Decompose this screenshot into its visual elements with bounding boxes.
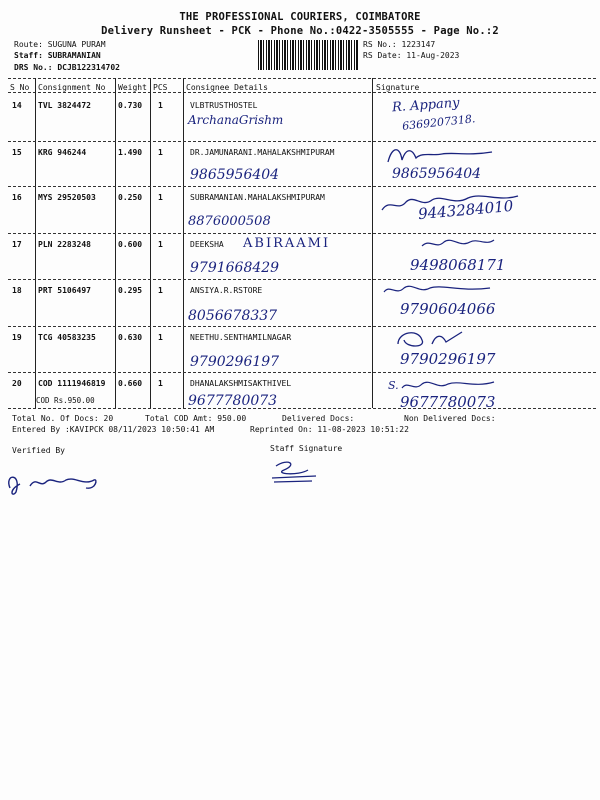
row-sno: 14 [12,101,22,110]
barcode [258,40,358,70]
divider [8,372,596,373]
divider [8,141,596,142]
divider [8,92,596,93]
staff-signature-icon [268,456,328,486]
grid-line [372,78,373,408]
row-weight: 0.250 [118,193,143,202]
signature-scribble-icon [398,378,498,394]
row-weight: 0.600 [118,240,143,249]
signature-scribble-icon [418,236,498,252]
signature-phone: 9677780073 [400,393,496,411]
col-consignee: Consignee Details [186,83,268,92]
row-consignment: TVL 3824472 [38,101,91,110]
signature-phone: 6369207318. [401,112,476,133]
grid-line [115,78,116,408]
row-consignee: ANSIYA.R.RSTORE [190,286,263,295]
row-pcs: 1 [158,286,163,295]
signature-phone: 9790296197 [400,350,496,368]
signature-phone: 9443284010 [417,196,515,224]
handwritten-consignee: 9677780073 [188,393,278,409]
company-title: THE PROFESSIONAL COURIERS, COIMBATORE [179,11,421,23]
row-pcs: 1 [158,148,163,157]
rs-date: RS Date: 11-Aug-2023 [363,51,460,60]
delivered-docs: Delivered Docs: [282,414,355,423]
signature-scribble-icon [382,142,502,168]
staff-signature-label: Staff Signature [270,444,343,453]
signature-name: S. [388,379,399,392]
entered-by: Entered By :KAVIPCK 08/11/2023 10:50:41 AM [12,425,215,434]
row-weight: 0.660 [118,379,143,388]
handwritten-consignee: 9790296197 [190,354,280,370]
row-pcs: 1 [158,240,163,249]
signature-phone: 9790604066 [400,300,496,318]
row-weight: 0.295 [118,286,143,295]
total-docs: Total No. Of Docs: 20 [12,414,114,423]
staff-label: Staff: SUBRAMANIAN [14,51,101,60]
row-pcs: 1 [158,379,163,388]
row-consignment: COD 1111946819 [38,379,106,388]
divider [8,78,596,79]
divider [8,233,596,234]
row-consignee: SUBRAMANIAN.MAHALAKSHMIPURAM [190,193,325,202]
row-weight: 0.630 [118,333,143,342]
row-consignment: KRG 946244 [38,148,87,157]
drs-number: DRS No.: DCJB122314702 [14,63,120,72]
grid-line [183,78,184,408]
signature-phone: 9498068171 [410,256,506,274]
handwritten-consignee: 8056678337 [188,308,278,324]
handwritten-name: ABIRAAMI [243,236,331,251]
row-consignment: PLN 2283248 [38,240,91,249]
row-weight: 1.490 [118,148,143,157]
cod-amount: COD Rs.950.00 [36,396,95,405]
row-weight: 0.730 [118,101,143,110]
row-consignee: VLBTRUSTHOSTEL [190,101,258,110]
divider [8,186,596,187]
total-cod: Total COD Amt: 950.00 [145,414,247,423]
row-consignment: PRT 5106497 [38,286,91,295]
row-consignee: DHANALAKSHMISAKTHIVEL [190,379,292,388]
rs-number: RS No.: 1223147 [363,40,436,49]
row-sno: 15 [12,148,22,157]
non-delivered-docs: Non Delivered Docs: [404,414,496,423]
signature-scribble-icon [380,282,500,298]
row-consignee: NEETHU.SENTHAMILNAGAR [190,333,292,342]
reprinted-on: Reprinted On: 11-08-2023 10:51:22 [250,425,409,434]
verified-signature-icon [0,466,110,500]
route-label: Route: SUGUNA PURAM [14,40,106,49]
divider [8,279,596,280]
divider [8,326,596,327]
row-sno: 17 [12,240,22,249]
col-sno: S No [10,83,30,92]
row-sno: 19 [12,333,22,342]
handwritten-consignee: 9791668429 [190,260,280,276]
col-consignment: Consignment No [38,83,106,92]
row-sno: 16 [12,193,22,202]
row-pcs: 1 [158,193,163,202]
grid-line [150,78,151,408]
signature-name: R. Appany [391,95,461,116]
row-pcs: 1 [158,333,163,342]
signature-phone: 9865956404 [392,166,482,182]
row-sno: 20 [12,379,22,388]
handwritten-consignee: ArchanaGrishm [188,113,284,127]
handwritten-consignee: 8876000508 [188,214,271,229]
handwritten-consignee: 9865956404 [190,167,280,183]
divider [8,408,596,409]
row-consignee: DR.JAMUNARANI.MAHALAKSHMIPURAM [190,148,335,157]
row-consignment: TCG 40583235 [38,333,96,342]
col-signature: Signature [376,83,420,92]
signature-scribble-icon [392,326,472,352]
row-consignment: MYS 29520503 [38,193,96,202]
runsheet-title: Delivery Runsheet - PCK - Phone No.:0422-3505555 - Page No.:2 [101,25,499,37]
col-weight: Weight [118,83,147,92]
row-consignee: DEEKSHA [190,240,224,249]
row-pcs: 1 [158,101,163,110]
grid-line [35,78,36,408]
verified-by-label: Verified By [12,446,65,455]
row-sno: 18 [12,286,22,295]
col-pcs: PCS [153,83,168,92]
